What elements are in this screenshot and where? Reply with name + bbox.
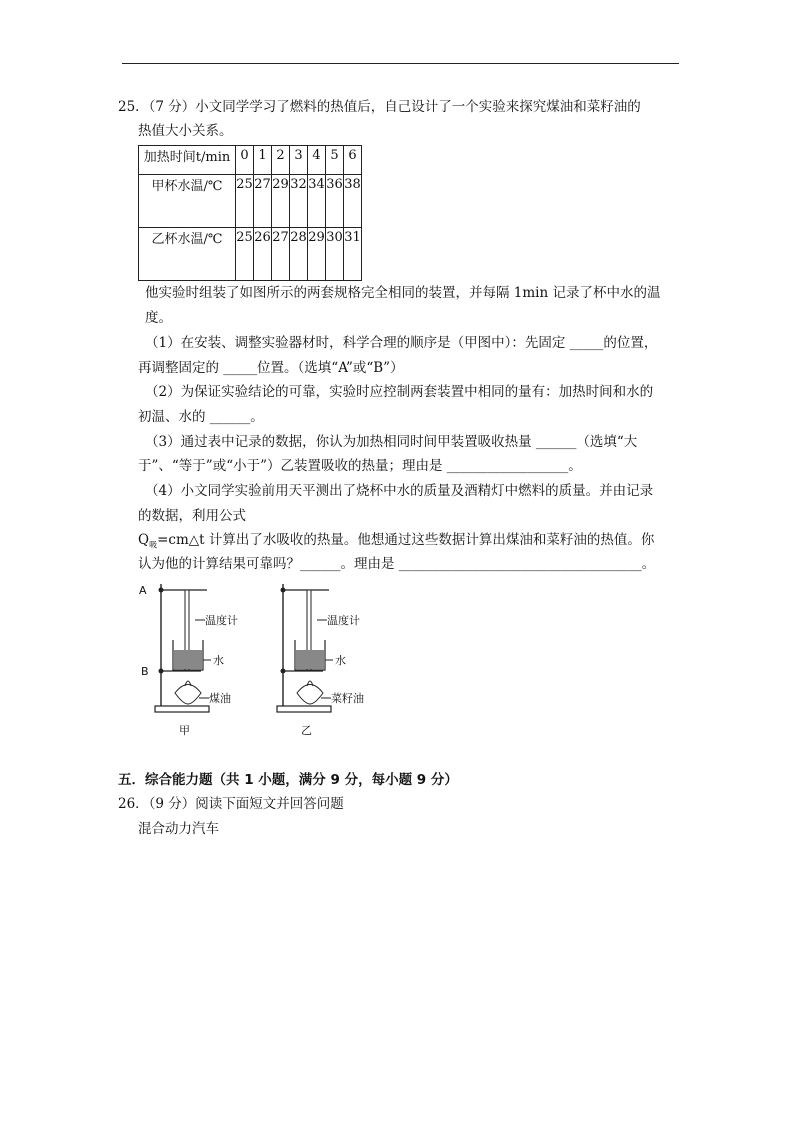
water-fill xyxy=(174,650,202,669)
q25-part4-formula-line xyxy=(138,531,654,555)
apparatus-right xyxy=(277,584,364,737)
stand-base xyxy=(155,706,209,712)
table-cell: 36 xyxy=(326,175,344,228)
q25-stem-line2: 热值大小关系。 xyxy=(138,123,233,139)
caption-left: 甲 xyxy=(179,724,190,737)
q25-part3-line1: （3）通过表中记录的数据，你认为加热相同时间甲装置吸收热量 ______（选填“大 xyxy=(145,434,638,450)
q25-part4-line4: 认为他的计算结果可靠吗？______。理由是 ____________________________________。 xyxy=(138,556,656,572)
table-header-cell: 0 xyxy=(236,146,254,175)
formula-subscript: 吸 xyxy=(149,540,158,550)
formula-rest: =cm△t 计算出了水吸收的热量。他想通过这些数据计算出煤油和菜籽油的热值。你 xyxy=(157,532,655,548)
table-header-cell: 4 xyxy=(308,146,326,175)
label-fuel-left: 煤油 xyxy=(209,692,231,705)
table-header-cell: 5 xyxy=(326,146,344,175)
clamp-joint xyxy=(281,588,286,593)
flame xyxy=(307,681,313,686)
q25-stem-line1: 25．（7 分）小文同学学习了燃料的热值后，自己设计了一个实验来探究煤油和菜籽油的 xyxy=(118,99,641,115)
stand-base xyxy=(277,706,331,712)
label-thermometer-right: 温度计 xyxy=(327,614,360,627)
table-cell: 27 xyxy=(254,175,272,228)
table-cell: 32 xyxy=(290,175,308,228)
apparatus-left xyxy=(139,584,238,737)
table-cell: 25 xyxy=(236,228,254,281)
temperature-table xyxy=(138,145,362,281)
ring-joint xyxy=(159,669,164,674)
q25-part4-line2: 的数据，利用公式 xyxy=(138,508,246,524)
q26-stem: 26．（9 分）阅读下面短文并回答问题 xyxy=(118,796,344,812)
table-cell: 25 xyxy=(236,175,254,228)
table-header-cell: 2 xyxy=(272,146,290,175)
label-thermometer-left: 温度计 xyxy=(205,614,238,627)
clamp-joint xyxy=(159,588,164,593)
ring-joint xyxy=(281,669,286,674)
burner xyxy=(297,685,323,705)
q25-part3-line2: 于”、“等于”或“小于”）乙装置吸收的热量；理由是 __________________。 xyxy=(138,458,582,474)
q25-after-line2: 度。 xyxy=(145,310,172,326)
table-cell: 31 xyxy=(344,228,362,281)
table-header-cell: 3 xyxy=(290,146,308,175)
table-row xyxy=(139,228,362,281)
burner xyxy=(175,685,201,705)
table-cell: 27 xyxy=(272,228,290,281)
table-cell: 29 xyxy=(272,175,290,228)
table-cell: 30 xyxy=(326,228,344,281)
q25-after-line1: 他实验时组装了如图所示的两套规格完全相同的装置，并每隔 1min 记录了杯中水的温 xyxy=(145,285,661,301)
header-rule xyxy=(122,63,679,64)
q25-part4-line1: （4）小文同学实验前用天平测出了烧杯中水的质量及酒精灯中燃料的质量。并由记录 xyxy=(145,483,654,499)
formula-q: Q xyxy=(138,532,150,548)
table-cell: 34 xyxy=(308,175,326,228)
q25-part2-line2: 初温、水的 ______。 xyxy=(138,409,264,425)
table-row-label: 乙杯水温/℃ xyxy=(139,228,236,281)
table-cell: 26 xyxy=(254,228,272,281)
table-cell: 29 xyxy=(308,228,326,281)
table-header-row xyxy=(139,146,362,175)
label-water-right: 水 xyxy=(335,654,346,667)
section5-title: 五．综合能力题（共 1 小题，满分 9 分，每小题 9 分） xyxy=(118,772,458,788)
flame xyxy=(185,681,191,686)
label-fuel-right: 菜籽油 xyxy=(331,692,364,705)
q25-part1-line1: （1）在安装、调整实验器材时，科学合理的顺序是（甲图中）：先固定 _____的位置， xyxy=(145,335,658,351)
caption-right: 乙 xyxy=(301,724,312,737)
label-b: B xyxy=(141,665,149,678)
table-row xyxy=(139,175,362,228)
q26-article-title: 混合动力汽车 xyxy=(138,821,219,837)
apparatus-figure xyxy=(135,578,395,738)
table-row-label: 甲杯水温/℃ xyxy=(139,175,236,228)
q25-part2-line1: （2）为保证实验结论的可靠，实验时应控制两套装置中相同的量有：加热时间和水的 xyxy=(145,384,654,400)
table-cell: 38 xyxy=(344,175,362,228)
table-header-cell: 6 xyxy=(344,146,362,175)
label-water-left: 水 xyxy=(213,654,224,667)
table-cell: 28 xyxy=(290,228,308,281)
table-header-cell: 1 xyxy=(254,146,272,175)
water-fill xyxy=(296,650,324,669)
table-header-cell: 加热时间t/min xyxy=(139,146,236,175)
label-a: A xyxy=(139,584,147,597)
q25-part1-line2: 再调整固定的 _____位置。（选填“A”或“B”） xyxy=(138,360,404,376)
